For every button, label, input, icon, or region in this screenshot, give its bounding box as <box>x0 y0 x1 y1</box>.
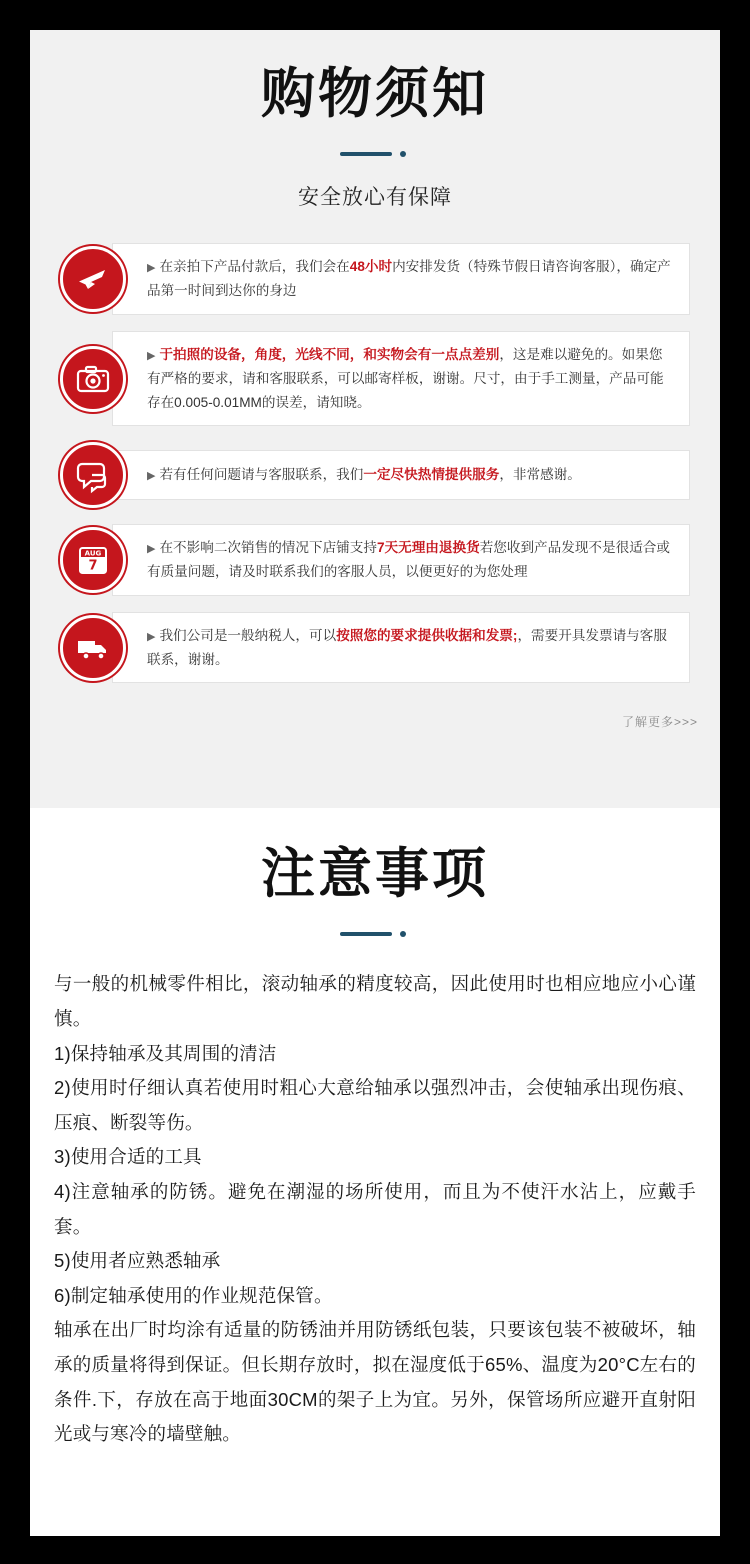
item-text-highlight: 7天无理由退换货 <box>376 540 480 556</box>
notice-list <box>60 243 690 683</box>
speech-bubble-icon <box>60 442 126 508</box>
item-text-rest: ，这是难以避免的。如果您有严格的要求，请和客服联系，可以邮寄样板，谢谢。尺寸，由于手工测量，产品可能存在0.005-0.01MM的误差，请知晓。 <box>147 346 664 410</box>
learn-more-link[interactable]: 了解更多>>> <box>621 715 698 730</box>
svg-text:AUG: AUG <box>84 549 102 558</box>
attention-paragraph: 5)使用者应熟悉轴承 <box>54 1250 221 1272</box>
svg-text:7: 7 <box>88 558 98 574</box>
bullet-arrow-icon: ▶ <box>147 470 156 483</box>
item-text-suffix: 内安排发货（特殊节假日请咨询客服），确定产品第一时间到达你的身边 <box>147 259 671 299</box>
title-divider <box>340 149 410 159</box>
item-text-lead: 于拍照的设备，角度，光线不同，和实物会有一点点差别 <box>159 346 500 362</box>
attention-paragraph: 与一般的机械零件相比，滚动轴承的精度较高，因此使用时也相应地应小心谨慎。 <box>54 973 696 1029</box>
calendar-icon <box>60 527 126 593</box>
page-title: 购物须知 <box>261 62 489 125</box>
item-text-suffix: ，需要开具发票请与客服联系，谢谢。 <box>147 627 667 667</box>
item-text-suffix: ，非常感谢。 <box>499 467 581 483</box>
camera-icon <box>60 346 126 412</box>
item-text-suffix: 若您收到产品发现不是很适合或有质量问题，请及时联系我们的客服人员，以便更好的为您处理 <box>147 540 670 580</box>
divider-bar <box>340 932 392 936</box>
bullet-arrow-icon: ▶ <box>147 630 156 643</box>
attention-paragraph: 轴承在出厂时均涂有适量的防锈油并用防锈纸包装，只要该包装不被破坏，轴承的质量将得到保证。但长期存放时，拟在湿度低于65%、温度为20°C左右的条件.下，存放在高于地面30CM的架子上为宜。另外，保管场所应避开直射阳光或与寒冷的墙壁触。 <box>54 1319 696 1445</box>
item-text-highlight: 按照您的要求提供收据和发票; <box>336 627 518 643</box>
list-item-body <box>112 450 690 500</box>
shopping-notice-section <box>30 30 720 808</box>
list-item <box>60 243 690 315</box>
list-item-body <box>112 331 690 426</box>
attention-divider <box>340 929 410 939</box>
attention-title: 注意事项 <box>261 842 489 905</box>
attention-paragraph: 4)注意轴承的防锈。避免在潮湿的场所使用，而且为不使汗水沾上，应戴手套。 <box>54 1180 696 1237</box>
truck-icon <box>60 615 126 681</box>
list-item <box>60 331 690 426</box>
page-subtitle: 安全放心有保障 <box>298 186 452 210</box>
bullet-arrow-icon: ▶ <box>147 543 156 556</box>
list-item-body <box>112 612 690 684</box>
item-text-highlight: 一定尽快热情提供服务 <box>363 467 500 483</box>
bullet-arrow-icon: ▶ <box>147 349 156 362</box>
divider-dot <box>400 931 406 937</box>
attention-paragraph: 2)使用时仔细认真若使用时粗心大意给轴承以强烈冲击，会使轴承出现伤痕、压痕、断裂等伤。 <box>54 1077 696 1133</box>
list-item-body <box>112 243 690 315</box>
attention-paragraph: 3)使用合适的工具 <box>54 1146 202 1168</box>
content-sheet <box>30 30 720 1536</box>
divider-bar <box>340 152 392 156</box>
attention-paragraph: 6)制定轴承使用的作业规范保管。 <box>54 1284 333 1306</box>
list-item <box>60 612 690 684</box>
item-text-highlight: 48小时 <box>349 259 393 275</box>
item-text-prefix: 在亲拍下产品付款后，我们会在 <box>159 259 350 275</box>
attention-body <box>54 967 696 1451</box>
airplane-icon <box>60 246 126 312</box>
attention-paragraph: 1)保持轴承及其周围的清洁 <box>54 1042 277 1064</box>
list-item <box>60 442 690 508</box>
list-item <box>60 524 690 596</box>
item-text-prefix: 若有任何问题请与客服联系，我们 <box>159 467 364 483</box>
list-item-body <box>112 524 690 596</box>
attention-section <box>30 808 720 1452</box>
item-text-prefix: 我们公司是一般纳税人，可以 <box>159 627 337 643</box>
bullet-arrow-icon: ▶ <box>147 262 156 275</box>
divider-dot <box>400 151 406 157</box>
item-text-prefix: 在不影响二次销售的情况下店铺支持 <box>159 540 377 556</box>
